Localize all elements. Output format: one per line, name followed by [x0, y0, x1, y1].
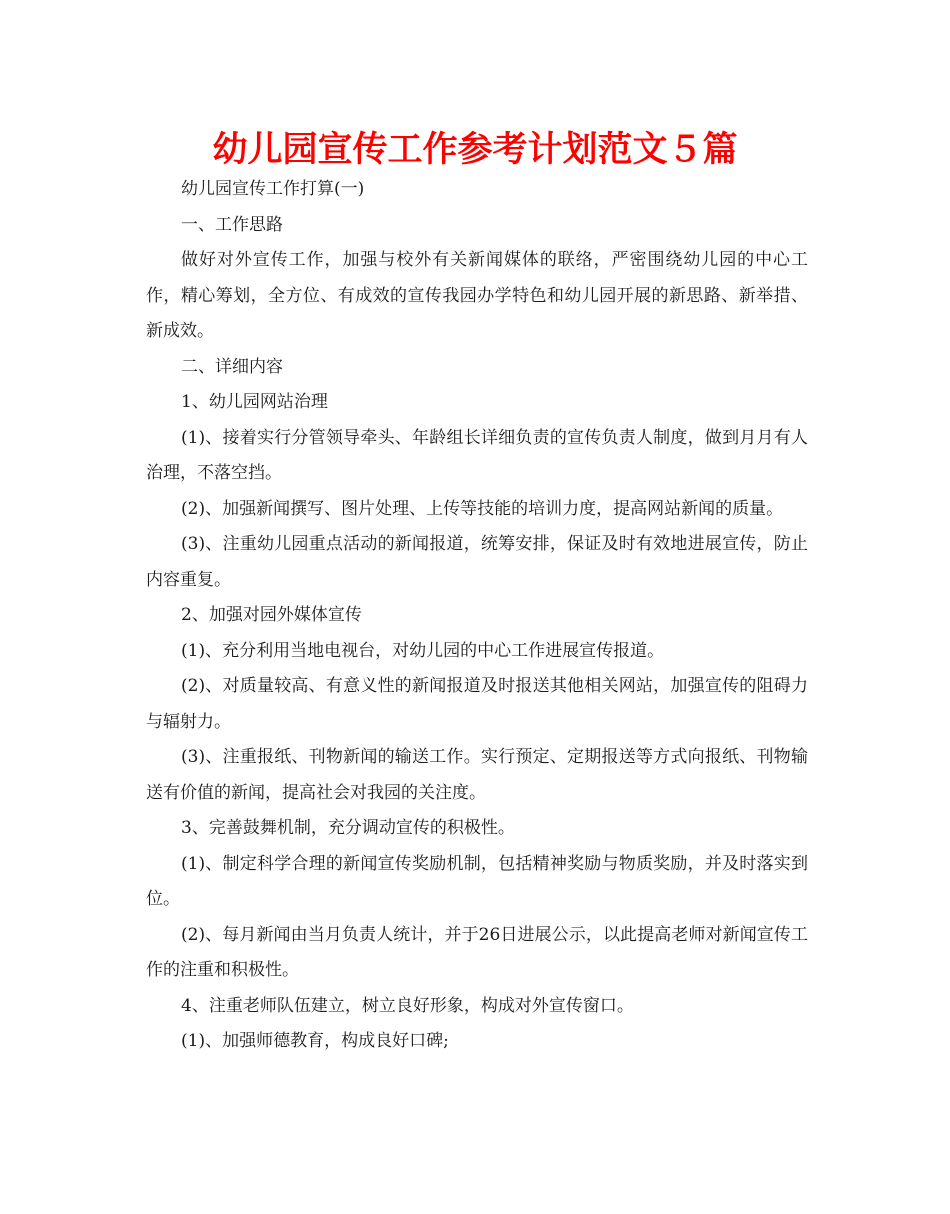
paragraph: (2)、每月新闻由当月负责人统计，并于26日进展公示，以此提高老师对新闻宣传工作的注重和积极性。	[146, 924, 808, 980]
paragraph: 做好对外宣传工作，加强与校外有关新闻媒体的联络，严密围绕幼儿园的中心工作，精心筹划，全方位、有成效的宣传我园办学特色和幼儿园开展的新思路、新举措、新成效。	[146, 250, 808, 341]
subsection-heading: 4、注重老师队伍建立，树立良好形象，构成对外宣传窗口。	[181, 995, 634, 1016]
paragraph: (1)、加强师德教育，构成良好口碑;	[181, 1031, 449, 1051]
paragraph: (2)、加强新闻撰写、图片处理、上传等技能的培训力度，提高网站新闻的质量。	[181, 498, 784, 519]
paragraph: (3)、注重报纸、刊物新闻的输送工作。实行预定、定期报送等方式向报纸、刊物输送有价值的新闻，提高社会对我园的关注度。	[146, 747, 808, 803]
paragraph-heading: 幼儿园宣传工作打算(一)	[181, 179, 365, 199]
section-heading: 二、详细内容	[181, 356, 283, 377]
paragraph: (2)、对质量较高、有意义性的新闻报道及时报送其他相关网站，加强宣传的阻碍力与辐射力。	[146, 676, 808, 732]
paragraph: (1)、接着实行分管领导牵头、年龄组长详细负责的宣传负责人制度，做到月月有人治理，不落空挡。	[146, 427, 808, 483]
document-title: 幼儿园宣传工作参考计划范文５篇	[212, 130, 738, 170]
document-body	[146, 172, 808, 1060]
subsection-heading: 2、加强对园外媒体宣传	[181, 605, 362, 625]
paragraph: (3)、注重幼儿园重点活动的新闻报道，统筹安排，保证及时有效地进展宣传，防止内容重复。	[146, 534, 808, 590]
subsection-heading: 3、完善鼓舞机制，充分调动宣传的积极性。	[181, 818, 515, 838]
paragraph: (1)、充分利用当地电视台，对幼儿园的中心工作进展宣传报道。	[181, 640, 665, 661]
subsection-heading: 1、幼儿园网站治理	[181, 392, 328, 412]
section-heading: 一、工作思路	[181, 214, 283, 235]
paragraph: (1)、制定科学合理的新闻宣传奖励机制，包括精神奖励与物质奖励，并及时落实到位。	[146, 853, 808, 909]
